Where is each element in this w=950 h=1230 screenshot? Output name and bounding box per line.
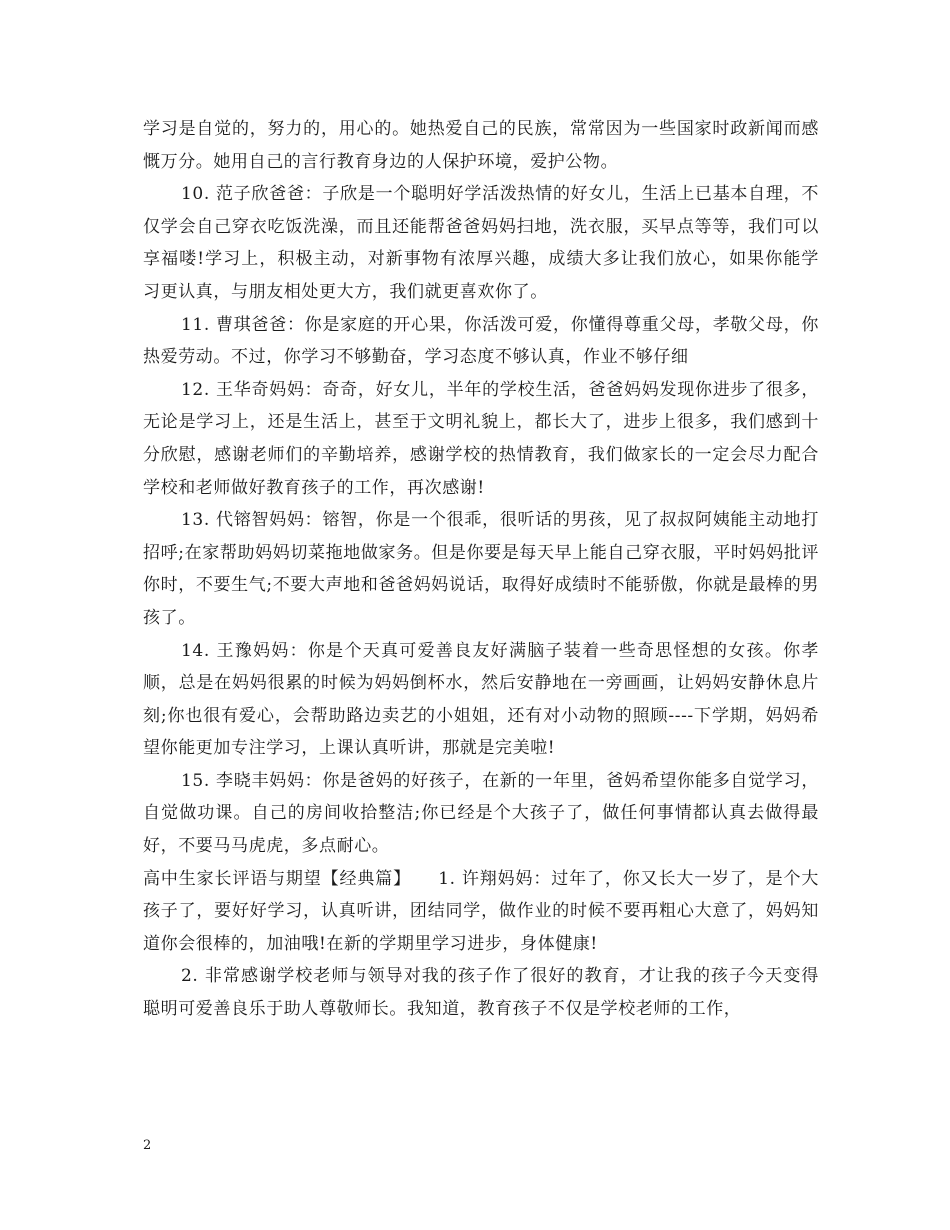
paragraph-9: 2. 非常感谢学校老师与领导对我的孩子作了很好的教育，才让我的孩子今天变得聪明可爱善良乐于助人尊敬师长。我知道，教育孩子不仅是学校老师的工作， (143, 966, 819, 1020)
paragraph-2: 10. 范子欣爸爸：子欣是一个聪明好学活泼热情的好女儿，生活上已基本自理，不仅学会自己穿衣吃饭洗澡，而且还能帮爸爸妈妈扫地，洗衣服，买早点等等，我们可以享福喽!学习上，积极主动，对新事物有浓厚兴趣，成绩大多让我们放心，如果你能学习更认真，与朋友相处更大方，我们就更喜欢你了。 (143, 184, 819, 302)
page-number: 2 (143, 1138, 152, 1153)
paragraph-8-section-heading: 高中生家长评语与期望【经典篇】 1. 许翔妈妈：过年了，你又长大一岁了，是个大孩子了，要好好学习，认真听讲，团结同学，做作业的时候不要再粗心大意了，妈妈知道你会很棒的，加油哦!在新的学期里学习进步，身体健康! (143, 868, 819, 954)
paragraph-1: 学习是自觉的，努力的，用心的。她热爱自己的民族，常常因为一些国家时政新闻而感慨万分。她用自己的言行教育身边的人保护环境，爱护公物。 (143, 119, 819, 172)
paragraph-5: 13. 代镕智妈妈：镕智，你是一个很乖，很听话的男孩，见了叔叔阿姨能主动地打招呼;在家帮助妈妈切菜拖地做家务。但是你要是每天早上能自己穿衣服，平时妈妈批评你时，不要生气;不要大声地和爸爸妈妈说话，取得好成绩时不能骄傲，你就是最棒的男孩了。 (143, 510, 819, 628)
paragraph-7: 15. 李晓丰妈妈：你是爸妈的好孩子，在新的一年里，爸妈希望你能多自觉学习，自觉做功课。自己的房间收拾整洁;你已经是个大孩子了，做任何事情都认真去做得最好，不要马马虎虎，多点耐心。 (143, 770, 819, 857)
paragraph-4: 12. 王华奇妈妈：奇奇，好女儿，半年的学校生活，爸爸妈妈发现你进步了很多，无论是学习上，还是生活上，甚至于文明礼貌上，都长大了，进步上很多，我们感到十分欣慰，感谢老师们的辛勤培养，感谢学校的热情教育，我们做家长的一定会尽力配合学校和老师做好教育孩子的工作，再次感谢! (143, 379, 819, 498)
paragraph-6: 14. 王豫妈妈：你是个天真可爱善良友好满脑子装着一些奇思怪想的女孩。你孝顺，总是在妈妈很累的时候为妈妈倒杯水，然后安静地在一旁画画，让妈妈安静休息片刻;你也很有爱心，会帮助路边卖艺的小姐姐，还有对小动物的照顾----下学期，妈妈希望你能更加专注学习，上课认真听讲，那就是完美啦! (143, 640, 819, 759)
body-text (143, 113, 819, 1026)
paragraph-3: 11. 曹琪爸爸：你是家庭的开心果，你活泼可爱，你懂得尊重父母，孝敬父母，你热爱劳动。不过，你学习不够勤奋，学习态度不够认真，作业不够仔细 (143, 314, 819, 368)
